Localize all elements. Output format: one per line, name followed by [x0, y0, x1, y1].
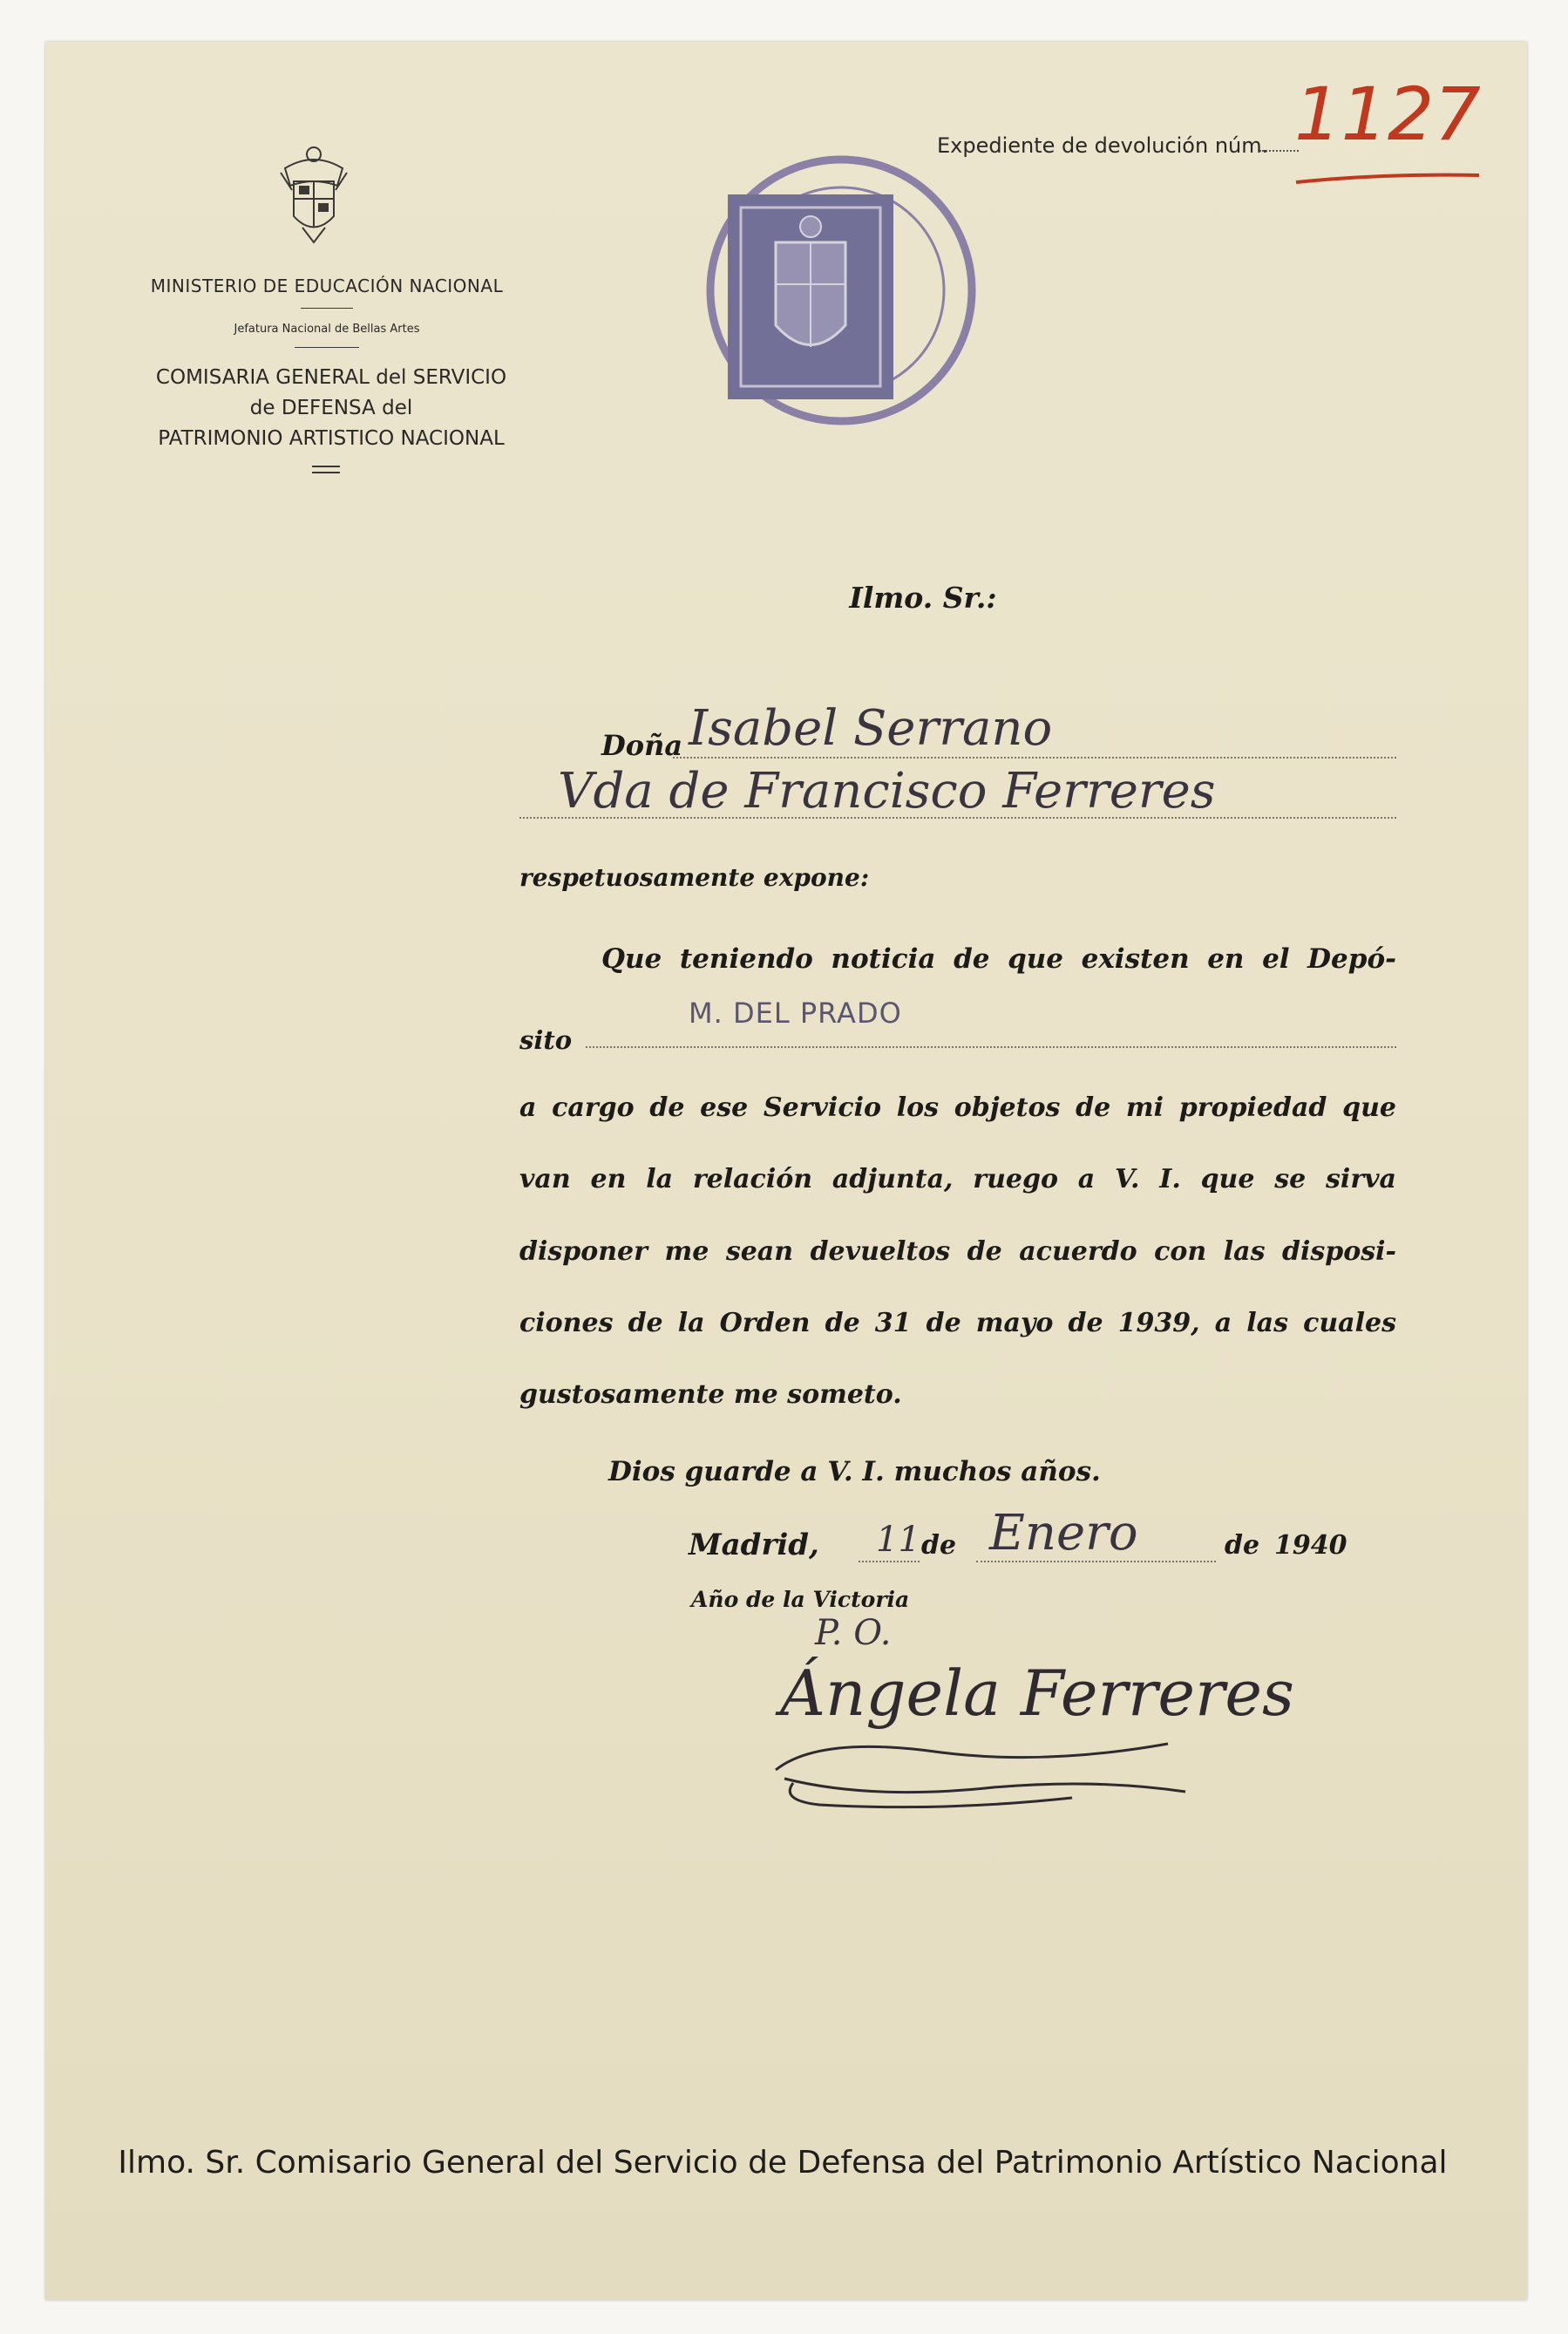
date-place: Madrid, [689, 1528, 819, 1562]
date-month-handwritten: Enero [989, 1505, 1138, 1562]
coat-of-arms-icon [276, 142, 351, 245]
dona-name-handwritten: Isabel Serrano [689, 700, 1053, 757]
expediente-number: 1127 [1294, 71, 1481, 157]
expediente-label: Expediente de devolución núm. [937, 133, 1269, 158]
date-de-2: de [1225, 1530, 1260, 1561]
comisaria-line-3: PATRIMONIO ARTISTICO NACIONAL [158, 427, 505, 450]
date-de-1: de [921, 1530, 957, 1561]
salutation: Ilmo. Sr.: [849, 581, 997, 615]
dotted-line [673, 757, 1396, 759]
footer-addressee: Ilmo. Sr. Comisario General del Servicio de Defensa del Patrimonio Artístico Nacional [118, 2145, 1448, 2181]
official-seal-icon [693, 138, 989, 434]
closing-formula: Dios guarde a V. I. muchos años. [608, 1456, 1101, 1487]
comisaria-line-1: COMISARIA GENERAL del SERVICIO [155, 366, 507, 389]
date-year: 1940 [1274, 1530, 1347, 1561]
deposito-stamp-value: M. DEL PRADO [689, 997, 902, 1030]
body-line-4: van en la relación adjunta, ruego a V. I. que se sirva [519, 1164, 1396, 1194]
expediente-dotted-line [1259, 150, 1299, 152]
body-line-5: disponer me sean devueltos de acuerdo con las disposi- [519, 1236, 1396, 1267]
body-line-7: gustosamente me someto. [519, 1379, 902, 1410]
anio-victoria: Año de la Victoria [691, 1587, 910, 1612]
signature-po: P. O. [815, 1613, 892, 1653]
divider [301, 308, 353, 309]
divider [312, 466, 340, 467]
signature-flourish-icon [767, 1718, 1194, 1813]
signature-name: Ángela Ferreres [780, 1657, 1294, 1730]
ministry-name: MINISTERIO DE EDUCACIÓN NACIONAL [150, 276, 504, 296]
body-line-3: a cargo de ese Servicio los objetos de mi propiedad que [519, 1092, 1396, 1123]
divider [312, 472, 340, 473]
dona-line2-handwritten: Vda de Francisco Ferreres [558, 763, 1216, 820]
comisaria-line-2: de DEFENSA del [249, 397, 413, 419]
body-line-2: sito [519, 1025, 573, 1055]
jefatura-name: Jefatura Nacional de Bellas Artes [234, 323, 420, 336]
body-line-6: ciones de la Orden de 31 de mayo de 1939, a las cuales [519, 1308, 1396, 1338]
body-line-1: Que teniendo noticia de que existen en el Depó- [601, 943, 1396, 975]
dotted-line [586, 1046, 1396, 1048]
divider [295, 347, 359, 348]
red-underline [1294, 170, 1482, 187]
date-day-handwritten: 11 [876, 1520, 920, 1560]
dona-label: Doña [601, 729, 683, 762]
expone-text: respetuosamente expone: [519, 863, 870, 892]
dotted-line [859, 1561, 920, 1562]
